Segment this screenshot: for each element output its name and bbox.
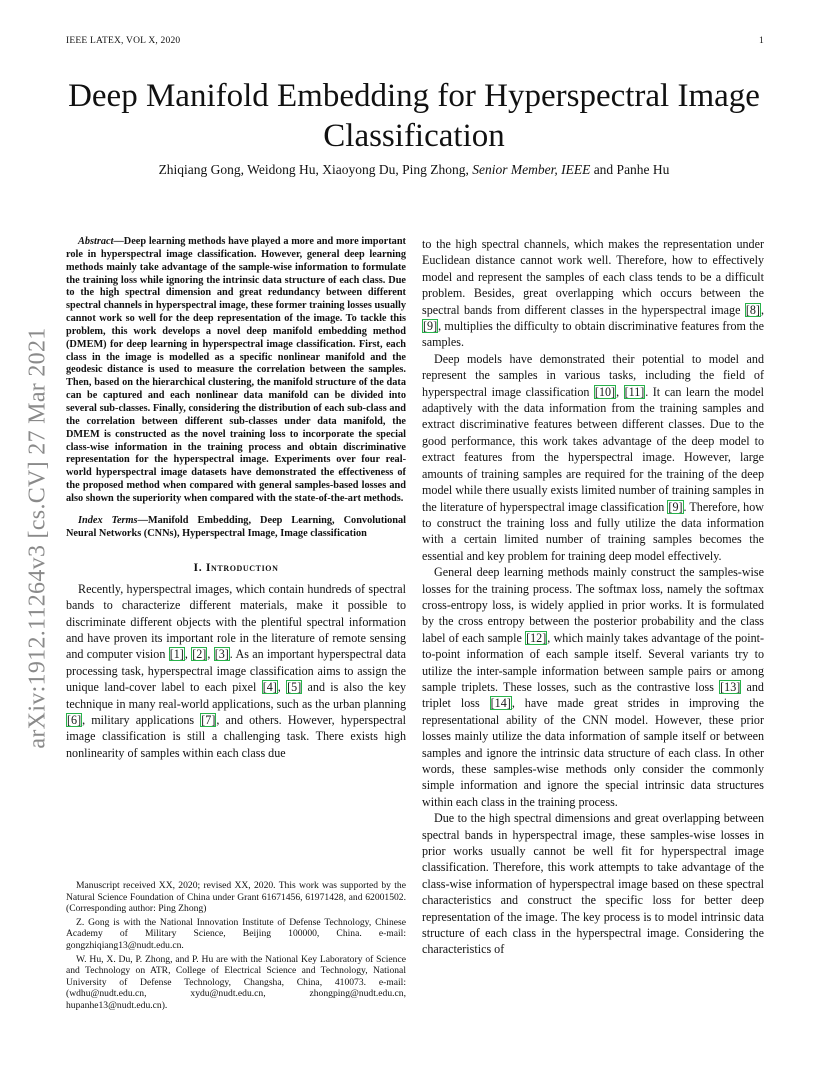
citation-link[interactable]: [14]	[490, 696, 511, 711]
text-run: . It can learn the model adaptively with the data information from the training samples and extract discriminative features between different classes. Due to the good performance, this work takes advantage of the deep model to extract features from the hyperspectral image. However, large amounts of training samples are required for the training of the deep model while there usually exists limited number of training samples in the literature of hyperspectral image classification	[422, 384, 765, 514]
citation-link[interactable]: [2]	[192, 647, 207, 662]
text-run: General deep learning methods mainly construct the samples-wise losses for the training process. The softmax loss, namely the softmax cross-entropy loss, is widely applied in prior works. It is formulated by the cross entropy between the posterior probability and the class label of each sample	[422, 565, 764, 645]
intro-paragraph: Due to the high spectral dimensions and great overlapping between spectral bands in hyperspectral image, these samples-wise losses in prior works usually cannot be well fit for hyperspectral image classification. Therefore, this work attempts to take advantage of the class-wise information of hyperspectral image based on these spectral characteristics and construct the specific loss for better deep representation of the image. The key process is to model intrinsic data structure of each class in the hyperspectral image. Considering the characteristics of	[422, 811, 764, 957]
citation-link[interactable]: [7]	[201, 713, 216, 728]
citation-link[interactable]: [3]	[214, 647, 229, 662]
citation-link[interactable]: [1]	[169, 647, 184, 662]
paper-title: Deep Manifold Embedding for Hyperspectral Image Classification	[68, 78, 760, 154]
text-run: ,	[184, 647, 192, 662]
page-number: 1	[759, 36, 764, 46]
abstract	[66, 236, 406, 506]
index-terms	[66, 515, 406, 541]
citation-link[interactable]: [11]	[624, 384, 645, 399]
running-header	[66, 36, 764, 46]
text-run: ,	[207, 647, 214, 662]
index-terms-label: Index Terms	[78, 514, 138, 526]
left-column	[66, 236, 406, 761]
footnote: Manuscript received XX, 2020; revised XX, 2020. This work was supported by the Natural Science Foundation of China under Grant 61671456, 61971428, and 62001502. (Corresponding author: Ping Zhong)	[66, 880, 406, 915]
author-line	[40, 162, 788, 178]
text-run: . As an important hyperspectral data processing task, hyperspectral image classification aims to assign the unique land-cover label to each pixel	[66, 647, 407, 695]
text-run: and is also the key technique in many real-world applications, such as the urban planning	[66, 680, 406, 711]
text-run: and triplet loss	[422, 679, 764, 711]
section-heading	[66, 559, 406, 575]
text-run: to the high spectral channels, which makes the representation under Euclidean distance cannot work well. Therefore, how to effectively model and represent the samples of each class tends to be a difficult problem. Besides, great overlapping which occurs between the spectral bands from different classes in the hyperspectral image	[422, 237, 764, 317]
citation-link[interactable]: [9]	[423, 319, 438, 334]
text-run: , which mainly takes advantage of the point-to-point information of each sample itself. Several variants try to utilize the inter-sample information between sample pairs or among sample triplets. These losses, such as the contrastive loss	[422, 630, 765, 694]
abstract-text: —Deep learning methods have played a more and more important role in hyperspectral image classification. However, general deep learning methods mainly take advantage of the sample-wise information to formulate the training loss while ignoring the intrinsic data structure of each class. Due to the high spectral dimension and great redundancy between different spectral channels in hyperspectral image, these former training losses usually cannot work so well for the deep representation of the image. To tackle this problem, this work develops a novel deep manifold embedding method (DMEM) for deep learning in hyperspectral image classification. First, each class in the image is modelled as a specific nonlinear manifold and the geodesic distance is used to measure the correlation between the samples. Then, based on the hierarchical clustering, the manifold structure of the data can be captured and each nonlinear data manifold can be divided into several sub-classes. Finally, considering the distribution of each sub-class and the correlation between different sub-classes under data manifold, the DMEM is constructed as the novel training loss to incorporate the special class-wise information in the training process and obtain discriminative representation for the hyperspectral image. Experiments over four real-world hyperspectral image datasets have demonstrated the effectiveness of the proposed method when compared with general samples-based losses and also shown the superiority when compared with the state-of-the-art methods.	[66, 236, 406, 504]
citation-link[interactable]: [13]	[720, 679, 741, 694]
abstract-label: Abstract	[78, 236, 114, 247]
intro-paragraph	[422, 236, 764, 351]
text-run: , multiplies the difficulty to obtain discriminative features from the samples.	[422, 319, 764, 350]
text-run: , have made great strides in improving the representational ability of the CNN model. However, these prior losses mainly utilize the data information of sample itself or between samples and ignore the intrinsic data structure of each class. In other words, these samples-wise methods only consider the commonly simple information and ignore the special intrinsic data structures within each class in the training process.	[422, 696, 764, 809]
index-terms-text: —Manifold Embedding, Deep Learning, Convolutional Neural Networks (CNNs), Hyperspectral Image, Image classification	[66, 514, 406, 539]
citation-link[interactable]: [8]	[745, 302, 760, 317]
text-run: Recently, hyperspectral images, which contain hundreds of spectral bands to characterize different materials, make it possible to discriminate different objects with the plentiful spectral information and have proven its important role in the literature of remote sensing and computer vision	[66, 581, 406, 662]
intro-paragraph	[422, 564, 764, 810]
author-role: Senior Member, IEEE	[472, 162, 591, 177]
text-run: , military applications	[82, 713, 201, 728]
footnotes	[66, 880, 406, 1014]
text-run: . Therefore, how to construct the training loss and fully utilize the data information with a certain limited number of training samples becomes the essential and key problem for training deep model effectively.	[422, 499, 764, 563]
footnote: W. Hu, X. Du, P. Zhong, and P. Hu are with the National Key Laboratory of Science and Technology on ATR, College of Electrical Science and Technology, National University of Defense Technology, Changsha, China, 410073. e-mail: (wdhu@nudt.edu.cn, xydu@nudt.edu.cn, zhongping@nudt.edu.cn, hupanhe13@nudt.edu.cn).	[66, 953, 406, 1011]
text-run: ,	[277, 680, 287, 695]
arxiv-identifier[interactable]: arXiv:1912.11264v3 [cs.CV] 27 Mar 2021	[24, 326, 51, 749]
footnote: Z. Gong is with the National Innovation Institute of Defense Technology, Chinese Academy of Military Science, Beijing 100000, China. e-mail: gongzhiqiang13@nudt.edu.cn.	[66, 916, 406, 951]
journal-label: IEEE LATEX, VOL X, 2020	[66, 36, 181, 46]
text-run: Deep models have demonstrated their potential to model and represent the samples in various tasks, including the field of hyperspectral image classification	[422, 351, 764, 399]
right-column	[422, 236, 764, 958]
citation-link[interactable]: [6]	[67, 713, 82, 728]
text-run: , and others. However, hyperspectral image classification is still a challenging task. There exists high nonlinearity of samples within each class due	[66, 713, 406, 760]
intro-paragraph	[422, 351, 764, 564]
author-tail: and Panhe Hu	[593, 162, 670, 177]
author-names: Zhiqiang Gong, Weidong Hu, Xiaoyong Du, Ping Zhong,	[158, 162, 469, 177]
citation-link[interactable]: [4]	[262, 680, 277, 695]
section-number: I.	[193, 560, 203, 575]
arxiv-side-stamp	[20, 285, 56, 790]
citation-link[interactable]: [9]	[668, 499, 683, 514]
section-title: Introduction	[205, 560, 279, 575]
citation-link[interactable]: [12]	[526, 630, 547, 645]
text-run: ,	[616, 384, 624, 399]
text-run: ,	[760, 302, 764, 317]
citation-link[interactable]: [10]	[594, 384, 616, 399]
citation-link[interactable]: [5]	[287, 680, 302, 695]
intro-paragraph	[66, 581, 406, 761]
